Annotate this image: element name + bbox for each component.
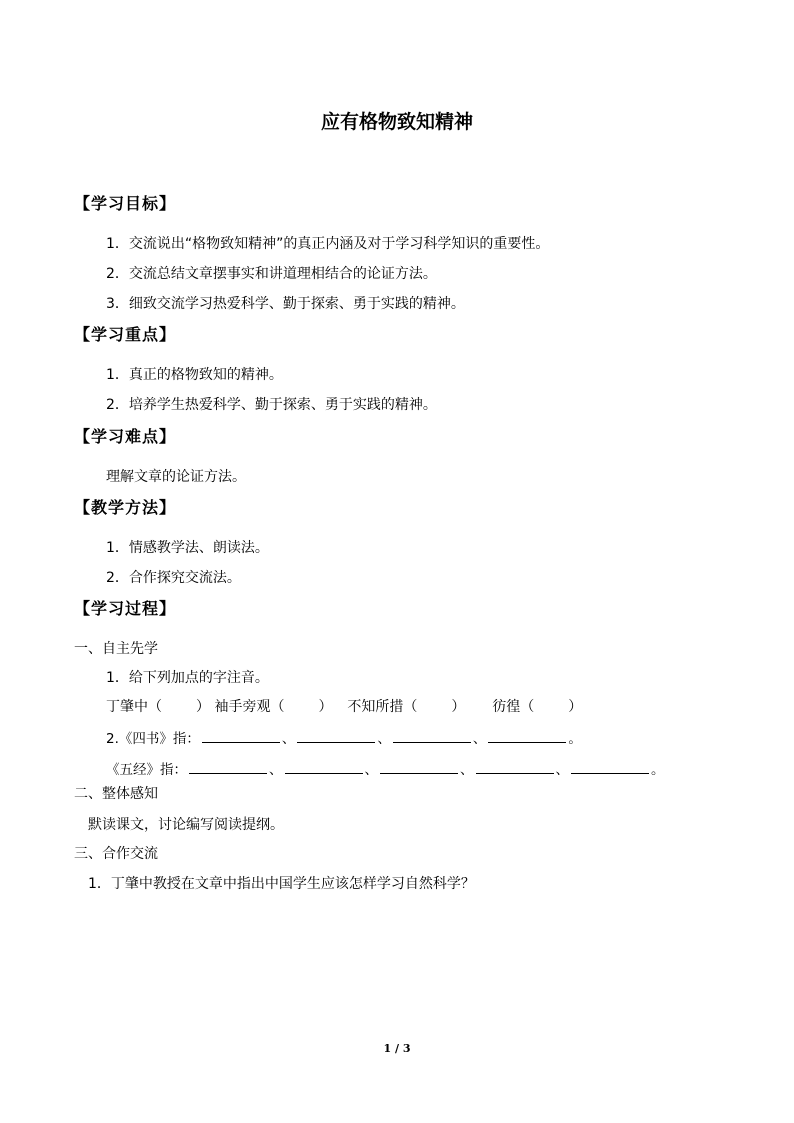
wujing-row	[106, 758, 665, 778]
difficulty-item-1: 理解文章的论证方法。	[106, 469, 246, 485]
answer-blank	[202, 730, 280, 743]
process-question-1: 1．给下列加点的字注音。	[106, 670, 269, 686]
process-part2-heading: 二、整体感知	[74, 786, 158, 802]
separator: 、	[281, 731, 296, 747]
section-heading-goals: 【学习目标】	[74, 194, 177, 213]
separator: 、	[460, 762, 474, 778]
pinyin-word-2: 袖手旁观（	[214, 699, 285, 715]
section-heading-focus: 【学习重点】	[74, 325, 177, 344]
method-item-1: 1．情感教学法、朗读法。	[106, 540, 269, 556]
separator: 、	[364, 762, 378, 778]
goal-item-3: 3．细致交流学习热爱科学、勤于探索、勇于实践的精神。	[106, 296, 465, 312]
sishu-label: 2.《四书》指：	[106, 731, 200, 747]
answer-blank	[476, 761, 554, 774]
separator: 、	[269, 762, 283, 778]
section-heading-process: 【学习过程】	[74, 599, 177, 618]
sishu-row	[106, 727, 582, 747]
answer-blank	[285, 761, 363, 774]
page-number: 1 / 3	[383, 1042, 411, 1055]
section-heading-difficulty: 【学习难点】	[74, 427, 177, 446]
pinyin-word-3-close: ）	[451, 699, 466, 715]
document-title: 应有格物致知精神	[320, 111, 473, 133]
answer-blank	[488, 730, 566, 743]
process-part2-text: 默读课文，讨论编写阅读提纲。	[88, 817, 284, 833]
process-part3-heading: 三、合作交流	[74, 846, 158, 862]
focus-item-1: 1．真正的格物致知的精神。	[106, 367, 283, 383]
goal-item-1: 1．交流说出“格物致知精神”的真正内涵及对于学习科学知识的重要性。	[106, 236, 550, 252]
pinyin-word-4: 彷徨（	[492, 699, 535, 715]
pinyin-word-4-close: ）	[568, 699, 583, 715]
focus-item-2: 2．培养学生热爱科学、勤于探索、勇于实践的精神。	[106, 397, 437, 413]
answer-blank	[380, 761, 458, 774]
pinyin-word-1: 丁肇中（	[106, 699, 162, 715]
separator: 、	[472, 731, 487, 747]
section-heading-methods: 【教学方法】	[74, 498, 177, 517]
period: 。	[568, 731, 582, 747]
period: 。	[651, 762, 665, 778]
pinyin-word-3: 不知所措（	[347, 699, 418, 715]
answer-blank	[571, 761, 649, 774]
process-part1-heading: 一、自主先学	[74, 641, 158, 657]
answer-blank	[393, 730, 471, 743]
pinyin-row	[106, 696, 582, 716]
wujing-label: 《五经》指：	[106, 762, 187, 778]
separator: 、	[377, 731, 391, 747]
goal-item-2: 2．交流总结文章摆事实和讲道理相结合的论证方法。	[106, 266, 437, 282]
process-part3-question-1: 1．丁肇中教授在文章中指出中国学生应该怎样学习自然科学？	[88, 876, 475, 892]
answer-blank	[189, 761, 267, 774]
pinyin-word-1-close: ）	[196, 699, 210, 715]
pinyin-word-2-close: ）	[318, 699, 333, 715]
separator: 、	[555, 762, 569, 778]
method-item-2: 2．合作探究交流法。	[106, 570, 241, 586]
answer-blank	[297, 730, 375, 743]
